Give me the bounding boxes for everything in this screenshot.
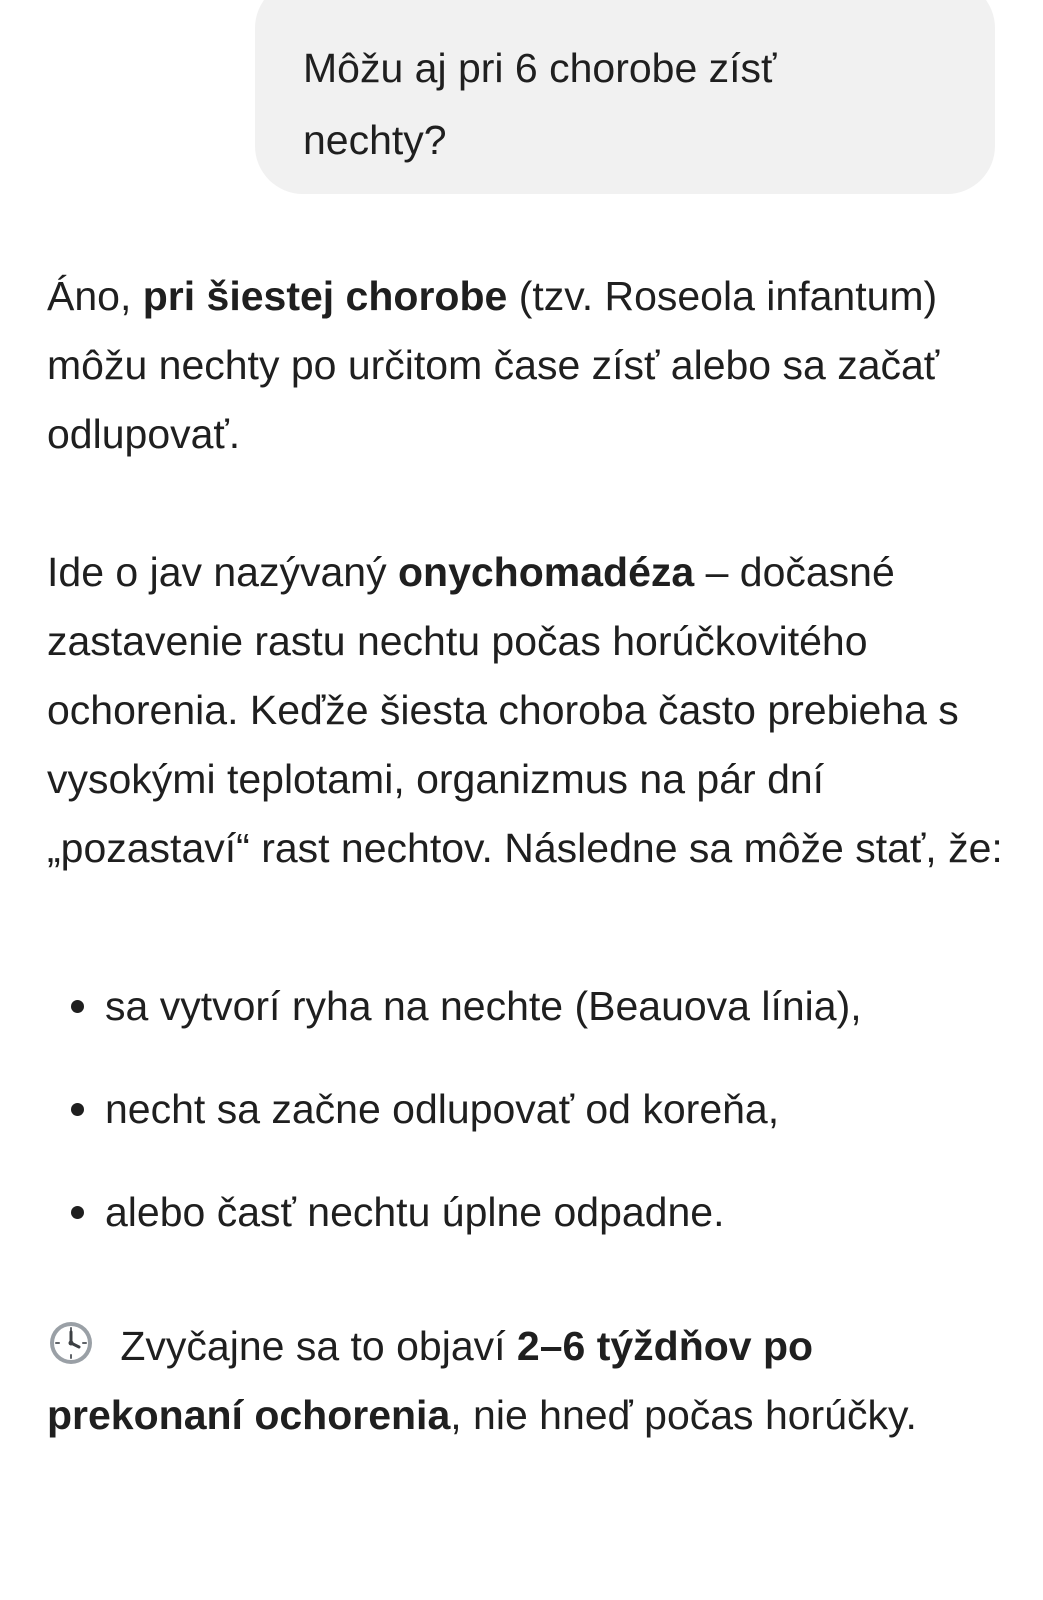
response-paragraph-timing [47,1312,1007,1450]
intro-rest-text: (tzv. Roseola infantum) môžu nechty po určitom čase zísť alebo sa začať odlupovať. [47,273,940,457]
list-item-text: sa vytvorí ryha na nechte (Beauova línia), [105,983,862,1029]
list-item-text: necht sa začne odlupovať od koreňa, [105,1086,780,1132]
user-message-line-1: Môžu aj pri 6 chorobe zísť [303,45,777,91]
bullet-dot-icon [71,1000,84,1013]
response-paragraph-explanation [47,538,1007,883]
intro-lead-text: Áno, [47,273,143,319]
intro-bold-text: pri šiestej chorobe [142,273,508,319]
response-paragraph-intro [47,262,1007,469]
list-item [47,1161,1007,1264]
list-item [47,955,1007,1058]
list-item [47,1058,1007,1161]
timing-lead-text: Zvyčajne sa to objaví [109,1323,517,1369]
explanation-rest-text: – dočasné zastavenie rastu nechtu počas horúčkovitého ochorenia. Keďže šiesta choroba často prebieha s vysokými teplotami, organizmus na pár dní „pozastaví“ rast nechtov. Následne sa môže stať, že: [47,549,1003,871]
timing-bold-text: 2–6 týždňov po prekonaní ochorenia [47,1323,814,1438]
user-message-bubble [255,0,995,194]
timing-rest-text: , nie hneď počas horúčky. [450,1392,917,1438]
explanation-bold-text: onychomadéza [397,549,695,595]
bullet-list [47,955,1007,1264]
list-item-text: alebo časť nechtu úplne odpadne. [105,1189,725,1235]
assistant-response [47,262,1007,1450]
explanation-lead-text: Ide o jav nazývaný [47,549,398,595]
user-message-line-2: nechty? [303,117,447,163]
bullet-dot-icon [71,1206,84,1219]
bullet-dot-icon [71,1103,84,1116]
clock-icon [47,1319,95,1367]
